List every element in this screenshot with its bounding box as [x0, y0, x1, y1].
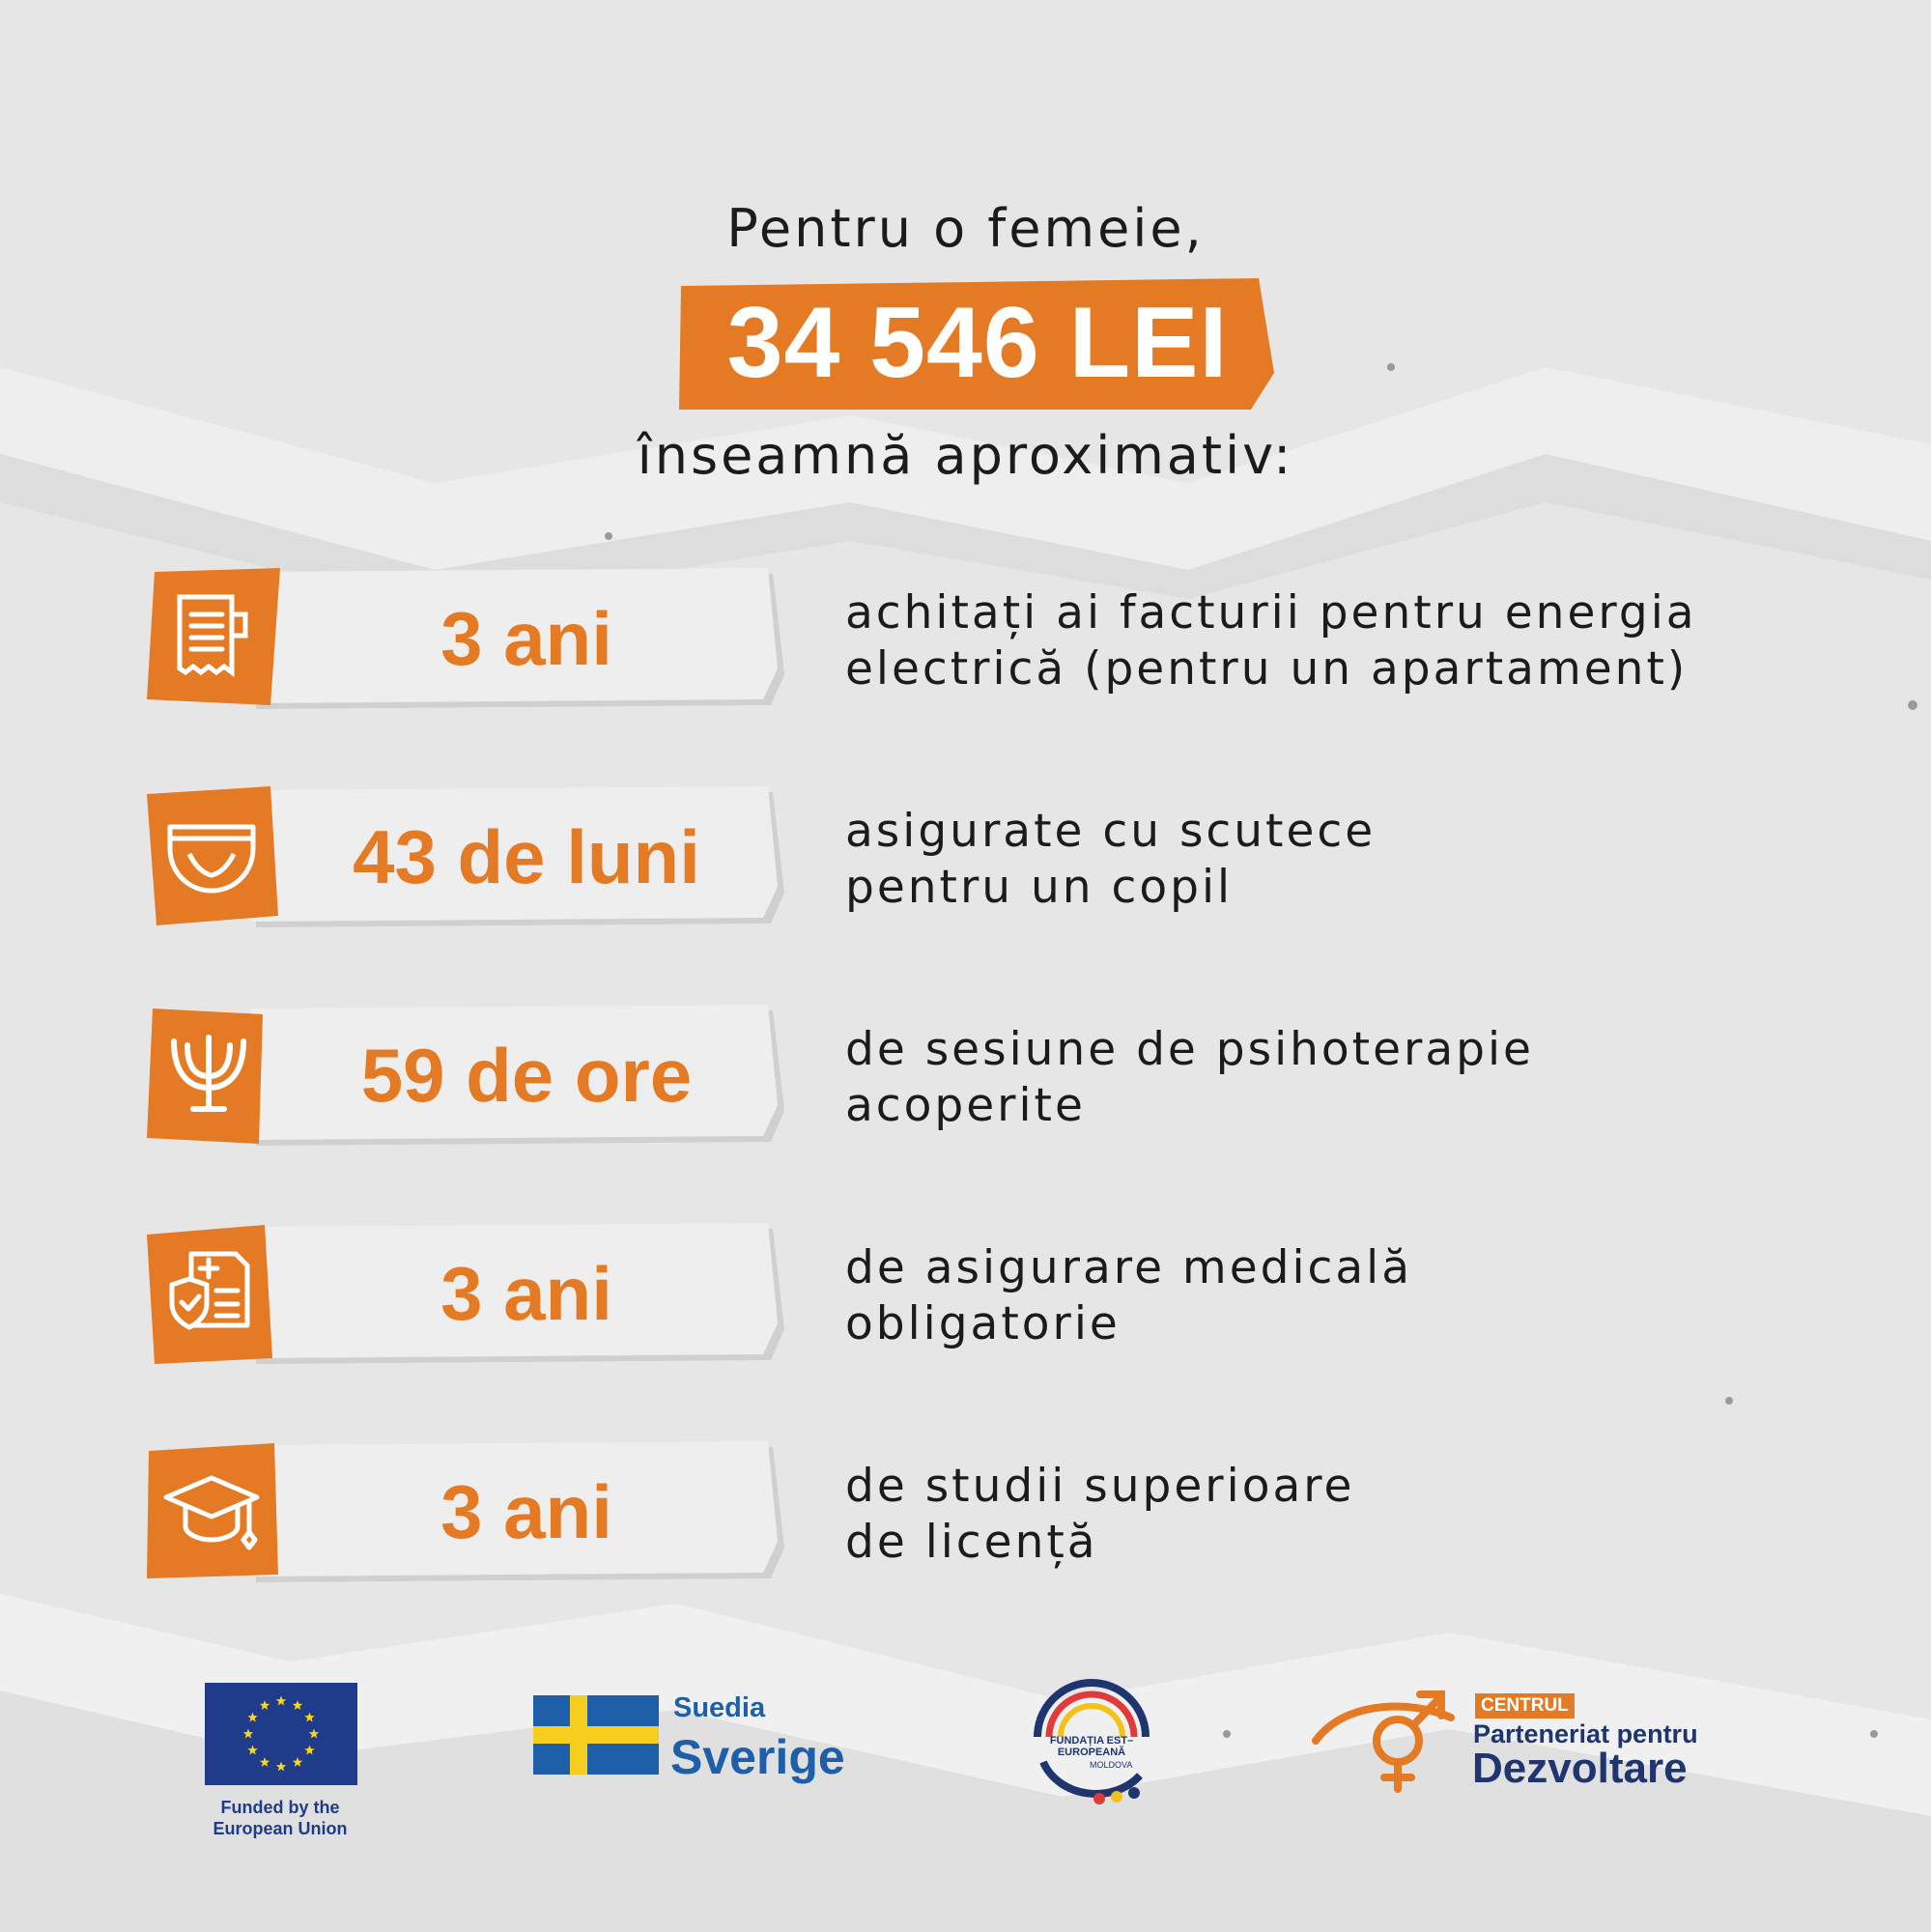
item-description	[845, 1022, 1811, 1134]
eu-caption-line: Funded by the	[220, 1798, 340, 1817]
item-description-line: de asigurare medicală	[845, 1241, 1413, 1294]
item-value: 43 de luni	[353, 814, 700, 899]
item-description	[845, 1459, 1811, 1571]
item-value: 3 ani	[440, 1251, 612, 1336]
sweden-label-small: Suedia	[673, 1692, 766, 1723]
item-value: 3 ani	[440, 596, 612, 681]
eu-flag-logo	[205, 1683, 357, 1785]
item-description	[845, 585, 1811, 697]
eu-caption	[174, 1797, 386, 1839]
item-description-line: de licență	[845, 1516, 1098, 1569]
outro-text: înseamnă aproximativ:	[637, 425, 1294, 486]
item-description	[845, 804, 1811, 916]
item-description-line: pentru un copil	[845, 861, 1234, 914]
psi-icon	[153, 1012, 270, 1130]
sweden-flag-logo	[533, 1695, 659, 1775]
amount-banner	[679, 276, 1276, 410]
item-description-line: obligatorie	[845, 1297, 1121, 1350]
item-value: 3 ani	[440, 1469, 612, 1554]
item-value: 59 de ore	[360, 1033, 693, 1118]
item-description-line: de sesiune de psihoterapie	[845, 1023, 1534, 1076]
eu-caption-line: European Union	[213, 1819, 348, 1838]
list-item	[145, 568, 1787, 713]
list-item	[145, 1223, 1787, 1368]
diaper-icon	[153, 794, 270, 912]
cpd-symbol-logo	[1306, 1681, 1461, 1797]
item-description	[845, 1240, 1811, 1352]
item-description-line: de studii superioare	[845, 1460, 1355, 1513]
list-item	[145, 786, 1787, 931]
intro-text: Pentru o femeie,	[726, 198, 1205, 259]
cpd-tag: CENTRUL	[1475, 1693, 1575, 1719]
list-item	[145, 1005, 1787, 1150]
graduation-cap-icon	[153, 1449, 270, 1567]
amount-value: 34 546 LEI	[726, 287, 1229, 399]
item-description-line: asigurate cu scutece	[845, 805, 1377, 858]
electricity-bill-icon	[153, 576, 270, 694]
medical-insurance-icon	[153, 1231, 270, 1349]
cpd-line2: Dezvoltare	[1472, 1745, 1688, 1792]
item-description-line: acoperite	[845, 1079, 1086, 1132]
item-description-line: electrică (pentru un apartament)	[845, 642, 1689, 696]
fee-country: MOLDOVA	[1090, 1760, 1133, 1770]
sweden-label-big: Sverige	[670, 1730, 845, 1784]
list-item	[145, 1441, 1787, 1586]
fee-name: FUNDAȚIA EST–EUROPEANĂ	[1049, 1735, 1134, 1758]
cpd-line1: Parteneriat pentru	[1473, 1719, 1698, 1748]
item-description-line: achitați ai facturii pentru energia	[845, 586, 1697, 639]
